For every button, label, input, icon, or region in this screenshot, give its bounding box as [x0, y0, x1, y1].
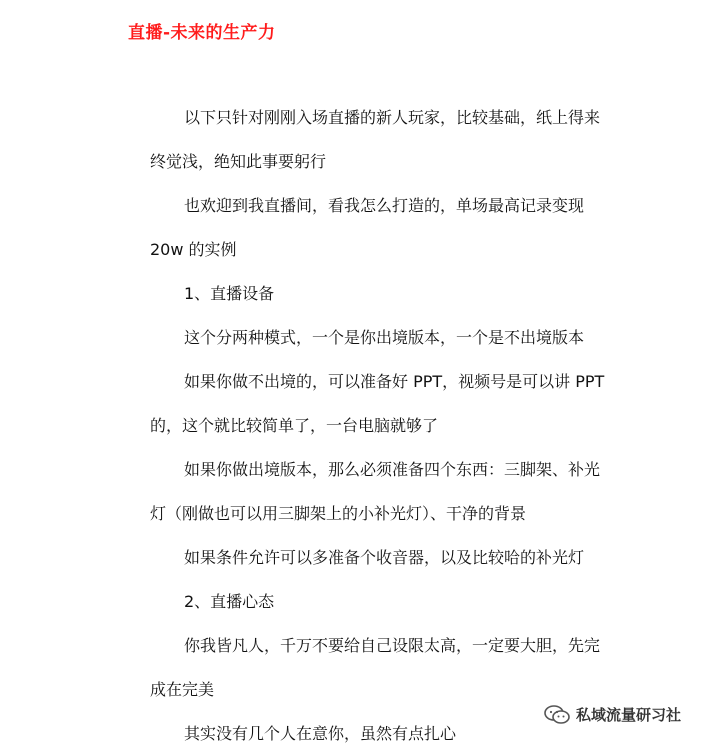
- body-line: 的，这个就比较简单了，一台电脑就够了: [150, 416, 439, 435]
- body-line: 灯（刚做也可以用三脚架上的小补光灯）、干净的背景: [150, 504, 527, 523]
- document-title: 直播-未来的生产力: [128, 23, 276, 43]
- body-line: 成在完美: [150, 680, 215, 699]
- body-line: 如果条件允许可以多准备个收音器，以及比较哈的补光灯: [184, 548, 585, 567]
- body-line: 你我皆凡人，千万不要给自己设限太高，一定要大胆，先完: [184, 636, 601, 655]
- wechat-icon: [544, 705, 570, 725]
- body-line: 也欢迎到我直播间，看我怎么打造的，单场最高记录变现: [184, 196, 585, 215]
- document-body: [150, 96, 640, 756]
- body-line: 如果你做出境版本，那么必须准备四个东西：三脚架、补光: [184, 460, 601, 479]
- body-line: 这个分两种模式，一个是你出境版本，一个是不出境版本: [184, 328, 585, 347]
- body-line: 其实没有几个人在意你，虽然有点扎心: [184, 724, 457, 743]
- wechat-watermark: [540, 702, 685, 727]
- section-heading: 1、直播设备: [184, 284, 275, 303]
- body-line: 以下只针对刚刚入场直播的新人玩家，比较基础，纸上得来: [184, 108, 601, 127]
- body-line: 如果你做不出境的，可以准备好 PPT，视频号是可以讲 PPT: [184, 372, 605, 391]
- body-line: 20w 的实例: [150, 240, 237, 259]
- watermark-text: 私域流量研习社: [576, 706, 682, 724]
- body-line: 终觉浅，绝知此事要躬行: [150, 152, 327, 171]
- section-heading: 2、直播心态: [184, 592, 275, 611]
